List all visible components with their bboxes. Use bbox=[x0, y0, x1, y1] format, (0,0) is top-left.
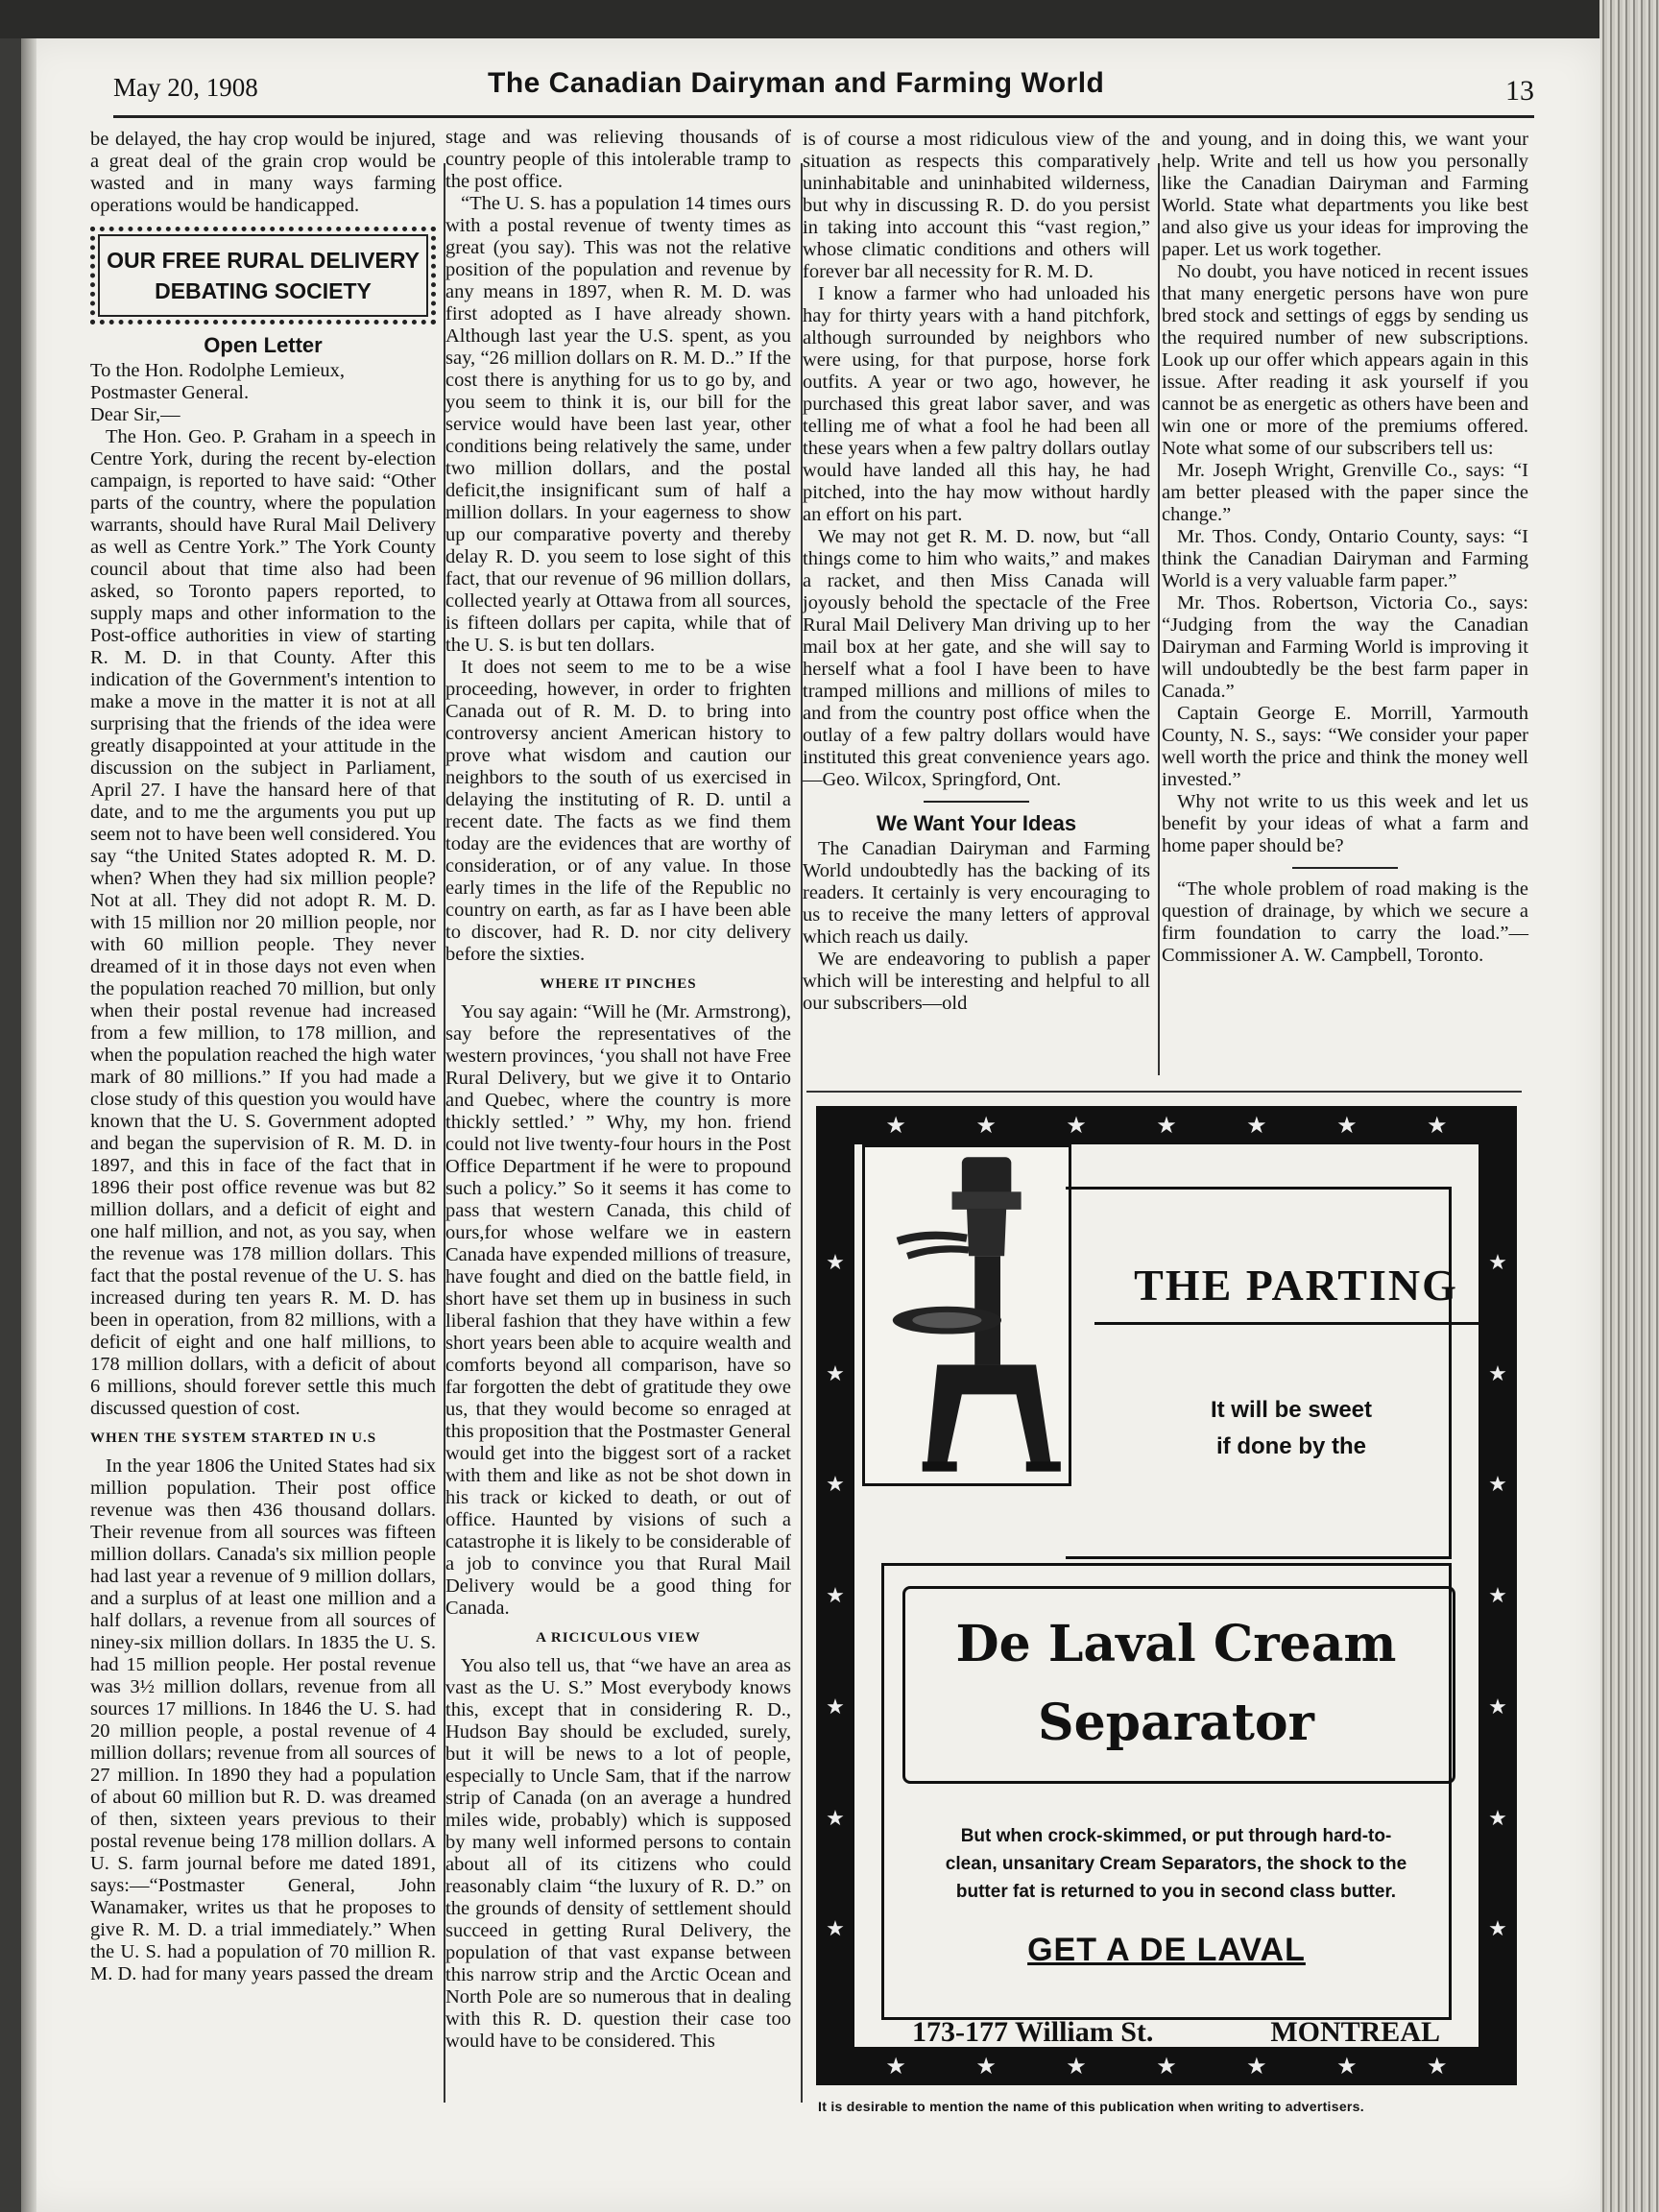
star-border-bottom bbox=[816, 2047, 1517, 2085]
product-name bbox=[902, 1605, 1450, 1763]
ad-inner-panel bbox=[854, 1144, 1479, 2047]
column4-paragraph: Mr. Thos. Condy, Ontario County, says: “I think the Canadian Dairyman and Farming World is a very valuable farm paper.” bbox=[1162, 526, 1528, 591]
section-heading: A RICICULOUS VIEW bbox=[536, 1630, 701, 1646]
star-icon: ★ bbox=[1488, 1916, 1507, 1941]
star-icon: ★ bbox=[1246, 1113, 1267, 1139]
ad-call-to-action: GET A DE LAVAL bbox=[1027, 1932, 1306, 1968]
column1-intro: be delayed, the hay crop would be injured, a great deal of the grain crop would be wasted and in many ways farming operations would be handicapped. bbox=[90, 129, 436, 216]
column3-paragraph: I know a farmer who had unloaded his hay for thirty years with a hand pitchfork, although surrounded by neighbors who were using, for that purpose, horse fork outfits. A year or two ago, however, he purchased this great labor saver, and was telling me of what a fool he had been all these years when a few paltry dollars outlay would have landed all this hay, he had pitched, into the hay mow without hardly an effort on his part. bbox=[803, 283, 1150, 525]
ad-address bbox=[912, 2016, 1440, 2049]
column4-paragraph: and young, and in doing this, we want your help. Write and tell us how you personally like the Canadian Dairyman and Farming World. State what departments you like best and also give us your ideas for improving the paper. Let us work together. bbox=[1162, 129, 1528, 260]
column4-paragraph: Mr. Joseph Wright, Grenville Co., says: “I am better pleased with the paper since the change.” bbox=[1162, 460, 1528, 525]
divider bbox=[924, 801, 1029, 803]
column1-paragraph: The Hon. Geo. P. Graham in a speech in Centre York, during the recent by-election campaign, is reported to have said: “Other parts of the country, where the population warrants, should have Rural Mail Delivery as well as Centre York.” The York County council about that time also had been asked, so Toronto papers reported, to supply maps and other information to the Post-office authorities in view of starting R. M. D. in that County. After this indication of the Government's intention to make a move in the matter it is not at all surprising that the friends of the idea were greatly disappointed at your attitude in the discussion on the subject in Parliament, April 27. I have the hansard here of that date, and to me the arguments you put up seem not to have been well considered. You say “the United States adopted R. M. D. when? When they had six million people? Not at all. They did not adopt R. M. D. with 15 million nor 20 million people, nor with 60 million people. They never dreamed of it in those days not even when the population reached 70 million, but only when their postal revenue had increased from a few million, to 178 million, and when the population reached the high water mark of 80 millions.” If you had made a close study of this question you would have known that the U. S. Government adopted and began the supervision of R. M. D. in 1897, and this in face of the fact that in 1896 their post office revenue was but 82 million dollars, and a deficit of eight and one half million, and not, as you say, when the revenue was 178 million dollars. This fact that the postal revenue of the U. S. has increased during ten years R. M. D. has been in operation, from 82 millions, with a deficit of eight and one half millions, to 178 million dollars, with a deficit of about 6 millions, should forever settle this much discussed question of cost. bbox=[90, 426, 436, 1419]
column-3 bbox=[803, 129, 1150, 1015]
star-icon: ★ bbox=[1336, 2054, 1358, 2080]
scanner-background bbox=[0, 0, 1659, 38]
column4-paragraph: No doubt, you have noticed in recent issues that many energetic persons have won pure bred stock and settings of eggs by sending us the required number of new subscriptions. Look up our offer which appears again in this issue. After reading it ask yourself if you cannot be as energetic as others have been and win one or more of the premiums offered. Note what some of our subscribers tell us: bbox=[1162, 261, 1528, 459]
column-4 bbox=[1162, 129, 1528, 967]
column3-paragraph: We may not get R. M. D. now, but “all things come to him who waits,” and makes a racket, and then Miss Canada will joyously behold the spectacle of the Free Rural Mail Delivery Man driving up to her mail box at her gate, and she will say to herself what a fool I have been to have tramped millions and millions of miles to and from the country post office when the outlay of a few paltry dollars would have instituted this great convenience years ago.—Geo. Wilcox, Springford, Ont. bbox=[803, 526, 1150, 790]
de-laval-advertisement bbox=[816, 1106, 1517, 2085]
product-name-line-2: Separator bbox=[1038, 1694, 1314, 1752]
column4-paragraph: Captain George E. Morrill, Yarmouth County, N. S., says: “We consider your paper well worth the price and think the money well invested.” bbox=[1162, 703, 1528, 790]
ad-tagline bbox=[1085, 1392, 1498, 1465]
star-icon: ★ bbox=[826, 1916, 845, 1941]
column-rule bbox=[1158, 163, 1160, 1075]
addressee: To the Hon. Rodolphe Lemieux, bbox=[90, 360, 346, 381]
debating-society-banner bbox=[90, 227, 436, 325]
column4-paragraph: Mr. Thos. Robertson, Victoria Co., says: “Judging from the way the Canadian Dairyman and Farming World is improving it will undoubtedly be the best farm paper in Canada.” bbox=[1162, 592, 1528, 702]
star-icon: ★ bbox=[1488, 1583, 1507, 1607]
star-icon: ★ bbox=[826, 1805, 845, 1830]
star-icon: ★ bbox=[1156, 2054, 1177, 2080]
column3-paragraph: is of course a most ridiculous view of the situation as respects this comparatively uninhabitable and uninhabited wilderness, but why in discussing R. D. do you persist in taking into account this “vast region,” whose climatic conditions and others will forever bar all necessity for R. M. D. bbox=[803, 129, 1150, 282]
column3-paragraph: We are endeavoring to publish a paper which will be interesting and helpful to all our subscribers—old bbox=[803, 949, 1150, 1014]
ad-body-text: But when crock-skimmed, or put through hard-to-clean, unsanitary Cream Separators, the shock to the butter fat is returned to you in second class butter. bbox=[945, 1826, 1407, 1902]
star-border-top bbox=[816, 1106, 1517, 1144]
page-gutter bbox=[21, 38, 36, 2212]
product-name-line-1: De Laval Cream bbox=[955, 1615, 1397, 1673]
star-icon: ★ bbox=[1336, 1113, 1358, 1139]
book-page-edges bbox=[1599, 0, 1659, 2212]
star-icon: ★ bbox=[1488, 1472, 1507, 1497]
column-2 bbox=[445, 127, 791, 2053]
star-icon: ★ bbox=[826, 1694, 845, 1719]
headline-underline bbox=[1094, 1322, 1498, 1325]
society-line-1: OUR FREE RURAL DELIVERY bbox=[107, 248, 420, 273]
column3-paragraph: The Canadian Dairyman and Farming World undoubtedly has the backing of its readers. It certainly is very encouraging to us to receive the many letters of approval which reach us daily. bbox=[803, 838, 1150, 948]
column2-paragraph: It does not seem to me to be a wise proceeding, however, in order to frighten Canada out of R. M. D. to bring into controversy ancient American history to prove what wisdom and caution our neighbors to the south of us exercised in delaying the instituting of R. D. until a recent date. The facts as we find them today are the evidences that are worthy of consideration, or of any value. In those early times in the life of the Republic no country on earth, as far as I have been able to discover, had R. D. nor city delivery before the sixties. bbox=[445, 657, 791, 965]
publication-title: The Canadian Dairyman and Farming World bbox=[488, 67, 1105, 99]
star-icon: ★ bbox=[885, 2054, 906, 2080]
section-heading: WHERE IT PINCHES bbox=[540, 976, 697, 992]
tagline-line-1: It will be sweet bbox=[1210, 1397, 1373, 1423]
star-icon: ★ bbox=[1488, 1805, 1507, 1830]
star-icon: ★ bbox=[1488, 1249, 1507, 1274]
cream-separator-machine-icon bbox=[862, 1144, 1071, 1486]
headline-frame bbox=[1066, 1187, 1452, 1559]
divider bbox=[1292, 867, 1398, 869]
column1-paragraph: In the year 1806 the United States had six million population. Their post office revenue was then 436 thousand dollars. Their revenue from all sources was fifteen million dollars. Canada's six million people had last year a revenue of 9 million dollars, and a surplus of at least one million and a half dollars, a revenue from all sources of niney-six million dollars. In 1835 the U. S. had 15 million people. Her postal revenue was 3½ million dollars, revenue from all sources 17 millions. In 1846 the U. S. had 20 million people, a postal revenue of 4 million dollars; revenue from all sources of 27 million. In 1890 they had a population of about 60 million but R. D. was dreamed of then, sixteen years previous to their postal revenue being 178 million dollars. A U. S. farm journal before me dated 1891, says:—“Postmaster General, John Wanamaker, writes us that he proposes to give R. M. D. a trial immediately.” When the U. S. had a population of 70 million R. M. D. had for many years passed the dream bbox=[90, 1455, 436, 1984]
issue-date: May 20, 1908 bbox=[113, 73, 258, 102]
star-icon: ★ bbox=[1488, 1694, 1507, 1719]
star-icon: ★ bbox=[1066, 2054, 1087, 2080]
salutation: Dear Sir,— bbox=[90, 404, 180, 425]
ad-top-rule bbox=[806, 1091, 1522, 1093]
addressee-title: Postmaster General. bbox=[90, 382, 250, 403]
column2-paragraph: stage and was relieving thousands of country people of this intolerable tramp to the post office. bbox=[445, 127, 791, 192]
column2-paragraph: “The U. S. has a population 14 times ours with a postal revenue of twenty times as great (you say). This was not the relative position of the population and revenue by any means in 1897, when R. M. D. was first adopted as I have already shown. Although last year the U.S. spent, as you say, “26 million dollars on R. M. D..” If the cost there is anything for us to go by, and you seem to think it is, our bill for the service would have been last year, other conditions being relatively the same, under two million dollars, and the postal deficit,the insignificant sum of half a million dollars. In your eagerness to show up our comparative poverty and thereby delay R. D. you seem to lose sight of this fact, that our revenue of 96 million dollars, collected yearly at Ottawa from all sources, is fifteen dollars per capita, while that of the U. S. is but ten dollars. bbox=[445, 193, 791, 656]
section-heading: We Want Your Ideas bbox=[876, 811, 1077, 835]
street-address: 173-177 William St. bbox=[912, 2016, 1154, 2048]
column2-paragraph: You also tell us, that “we have an area as vast as the U. S.” Most everybody knows this, except that in considering R. D., Hudson Bay should be excluded, surely, but it will be news to a lot of people, especially to Uncle Sam, that if the narrow strip of Canada (on an average a hundred miles wide, probably) which is supposed by many well informed persons to contain about all of its citizens who could reasonably claim “the luxury of R. D.” on the grounds of density of settlement should succeed in getting Rural Delivery, the population of that vast expanse between this narrow strip and the Arctic Ocean and North Pole are so numerous that in dealing with this R. D. question their case too would have to be considered. This bbox=[445, 1655, 791, 2052]
star-border-left bbox=[816, 1164, 854, 2028]
column2-paragraph: You say again: “Will he (Mr. Armstrong), say before the representatives of the western provinces, ‘you shall not have Free Rural Delivery, but we give it to Ontario and Quebec, where the country is more thickly settled.’ ” Why, my hon. friend could not live twenty-four hours in the Post Office Department if he were to propound such a policy.” So it seems it has come to pass that western Canada, this child of ours,for whose welfare we in eastern Canada have expended millions of treasure, have fought and died on the battle field, in short have set them up in business in such liberal fashion that they have within a few short years been able to acquire wealth and comforts beyond all comparison, have so far forgotten the debt of gratitude they owe us, that they would become so enraged at this proposition that the Postmaster General would get into the biggest sort of a racket with them and like as not be shot down in his track or kicked to death, or out of office. Haunted by visions of such a catastrophe it is likely to be considerable of a job to convince you that Rural Mail Delivery would be a good thing for Canada. bbox=[445, 1001, 791, 1619]
star-icon: ★ bbox=[1488, 1360, 1507, 1385]
tagline-line-2: if done by the bbox=[1216, 1433, 1366, 1459]
column4-paragraph: Why not write to us this week and let us benefit by your ideas of what a farm and home paper should be? bbox=[1162, 791, 1528, 856]
star-icon: ★ bbox=[826, 1360, 845, 1385]
letter-heading: Open Letter bbox=[204, 333, 323, 357]
page-number: 13 bbox=[1505, 75, 1534, 107]
star-icon: ★ bbox=[826, 1249, 845, 1274]
star-icon: ★ bbox=[1156, 1113, 1177, 1139]
star-icon: ★ bbox=[975, 2054, 997, 2080]
star-icon: ★ bbox=[1066, 1113, 1087, 1139]
section-heading: WHEN THE SYSTEM STARTED IN U.S bbox=[90, 1431, 377, 1446]
city-name: MONTREAL bbox=[1270, 2016, 1440, 2048]
advertiser-footer-note: It is desirable to mention the name of this publication when writing to advertisers. bbox=[818, 2099, 1364, 2114]
ad-headline: THE PARTING bbox=[1134, 1261, 1458, 1310]
road-making-quote: “The whole problem of road making is the question of drainage, by which we secure a firm foundation to carry the load.”—Commissioner A. W. Campbell, Toronto. bbox=[1162, 878, 1528, 966]
star-icon: ★ bbox=[975, 1113, 997, 1139]
page-header bbox=[113, 67, 1534, 118]
star-icon: ★ bbox=[1427, 1113, 1448, 1139]
star-icon: ★ bbox=[826, 1472, 845, 1497]
star-icon: ★ bbox=[1246, 2054, 1267, 2080]
star-icon: ★ bbox=[826, 1583, 845, 1607]
society-line-2: DEBATING SOCIETY bbox=[155, 278, 372, 303]
star-icon: ★ bbox=[1427, 2054, 1448, 2080]
column-1 bbox=[90, 129, 436, 1985]
star-icon: ★ bbox=[885, 1113, 906, 1139]
